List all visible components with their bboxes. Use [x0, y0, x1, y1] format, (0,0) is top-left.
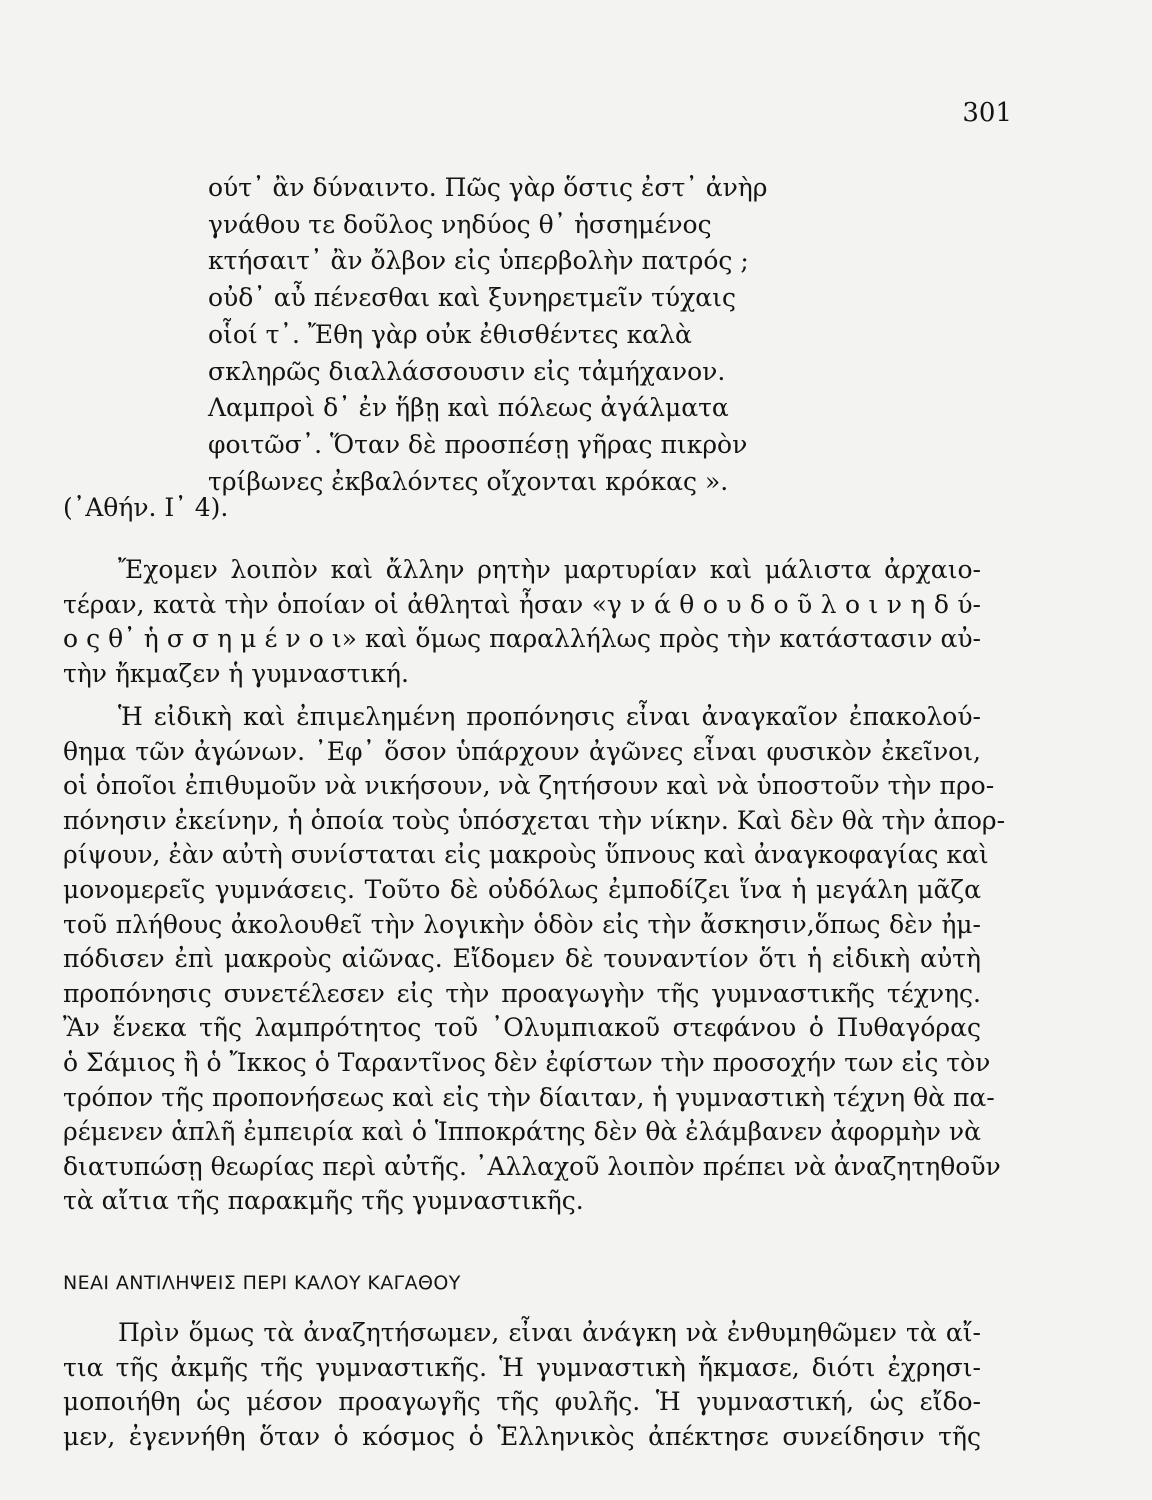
text-line: οἱ ὁποῖοι ἐπιθυμοῦν νὰ νικήσουν, νὰ ζητήσουν καὶ νὰ ὑποστοῦν τὴν προ- [63, 771, 995, 801]
citation: (᾽Αθήν. Ι᾽ 4). [63, 493, 229, 522]
text-line: διατυπώσῃ θεωρίας περὶ αὐτῆς. ᾽Αλλαχοῦ λοιπὸν πρέπει νὰ ἀναζητηθοῦν [63, 1151, 1001, 1181]
text-line: μεν, ἐγεννήθη ὅταν ὁ κόσμος ὁ Ἑλληνικὸς ἀπέκτησε συνείδησιν τῆς [63, 1421, 981, 1451]
verse-line: Λαμπροὶ δ᾽ ἐν ἥβῃ καὶ πόλεως ἀγάλματα [208, 393, 729, 423]
text-line: ρίψουν, ἐὰν αὐτὴ συνίσταται εἰς μακροὺς ὕπνους καὶ ἀναγκοφαγίας καὶ [63, 840, 989, 870]
text-line: θημα τῶν ἀγώνων. ᾽Εφ᾽ ὅσον ὑπάρχουν ἀγῶνες εἶναι φυσικὸν ἐκεῖνοι, [63, 736, 981, 766]
text-line: Ἂν ἕνεκα τῆς λαμπρότητος τοῦ ᾽Ολυμπιακοῦ στεφάνου ὁ Πυθαγόρας [63, 1013, 981, 1043]
text-line: ὁ Σάμιος ἢ ὁ Ἴκκος ὁ Ταραντῖνος δὲν ἐφίστων τὴν προσοχήν των εἰς τὸν [63, 1047, 991, 1077]
text-line: πόδισεν ἐπὶ μακροὺς αἰῶνας. Εἴδομεν δὲ τουναντίον ὅτι ἡ εἰδικὴ αὐτὴ [63, 944, 981, 974]
verse-line: φοιτῶσ᾽. Ὅταν δὲ προσπέσῃ γῆρας πικρὸν [208, 429, 748, 459]
verse-line: τρίβωνες ἐκβαλόντες οἴχονται κρόκας ». [208, 466, 729, 496]
verse-line: κτήσαιτ᾽ ἂν ὄλβον εἰς ὑπερβολὴν πατρός ; [208, 246, 749, 276]
text-line: ο ς θ᾽ ἡ σ σ η μ έ ν ο ι» καὶ ὅμως παραλλήλως πρὸς τὴν κατάστασιν αὐ- [63, 624, 981, 654]
paragraph-before-search [63, 1316, 981, 1454]
verse-line: σκληρῶς διαλλάσσουσιν εἰς τἀμήχανον. [208, 356, 726, 386]
section-heading: ΝΕΑΙ ΑΝΤΙΛΗΨΕΙΣ ΠΕΡΙ ΚΑΛΟΥ ΚΑΓΑΘΟΥ [63, 1272, 461, 1294]
verse-quotation [208, 170, 828, 500]
text-line: Ἡ εἰδικὴ καὶ ἐπιμελημένη προπόνησις εἶναι ἀναγκαῖον ἐπακολού- [118, 702, 981, 731]
text-line: μονομερεῖς γυμνάσεις. Τοῦτο δὲ οὐδόλως ἐμποδίζει ἵνα ἡ μεγάλη μᾶζα [63, 874, 981, 904]
text-line: Ἔχομεν λοιπὸν καὶ ἄλλην ρητὴν μαρτυρίαν καὶ μάλιστα ἀρχαιο- [118, 555, 981, 584]
text-line: ρέμενεν ἁπλῆ ἐμπειρία καὶ ὁ Ἱπποκράτης δὲν θὰ ἐλάμβανεν ἀφορμὴν νὰ [63, 1117, 981, 1147]
text-line: τρόπον τῆς προπονήσεως καὶ εἰς τὴν δίαιταν, ἡ γυμναστικὴ τέχνη θὰ πα- [63, 1082, 995, 1112]
verse-line: οὐδ᾽ αὖ πένεσθαι καὶ ξυνηρετμεῖν τύχαις [208, 283, 736, 313]
text-line: προπόνησις συνετέλεσεν εἰς τὴν προαγωγὴν τῆς γυμναστικῆς τέχνης. [63, 978, 981, 1008]
text-line: τὴν ἤκμαζεν ἡ γυμναστική. [63, 658, 409, 688]
text-line: τια τῆς ἀκμῆς τῆς γυμναστικῆς. Ἡ γυμναστικὴ ἤκμασε, διότι ἐχρησι- [63, 1352, 981, 1382]
page-number: 301 [962, 98, 1012, 128]
text-line: πόνησιν ἐκείνην, ἡ ὁποία τοὺς ὑπόσχεται τὴν νίκην. Καὶ δὲν θὰ τὴν ἀπορ- [63, 805, 1006, 835]
paragraph-training [63, 700, 1006, 1219]
verse-line: οἷοί τ᾽. Ἔθη γὰρ οὐκ ἐθισθέντες καλὰ [208, 319, 692, 349]
verse-line: γνάθου τε δοῦλος νηδύος θ᾽ ἡσσημένος [208, 209, 712, 239]
paragraph-testimony [63, 553, 981, 691]
text-line: Πρὶν ὅμως τὰ ἀναζητήσωμεν, εἶναι ἀνάγκη νὰ ἐνθυμηθῶμεν τὰ αἴ- [118, 1318, 981, 1347]
text-line: μοποιήθη ὡς μέσον προαγωγῆς τῆς φυλῆς. Ἡ γυμναστική, ὡς εἴδο- [63, 1387, 981, 1417]
verse-line: ούτ᾽ ἂν δύναιντο. Πῶς γὰρ ὅστις ἐστ᾽ ἀνὴρ [208, 173, 768, 202]
text-line: τέραν, κατὰ τὴν ὁποίαν οἱ ἀθληταὶ ἦσαν «γ ν ά θ ο υ δ ο ῦ λ ο ι ν η δ ύ- [63, 589, 981, 619]
text-line: τὰ αἴτια τῆς παρακμῆς τῆς γυμναστικῆς. [63, 1186, 584, 1216]
text-line: τοῦ πλήθους ἀκολουθεῖ τὴν λογικὴν ὁδὸν εἰς τὴν ἄσκησιν,ὅπως δὲν ἠμ- [63, 909, 981, 939]
